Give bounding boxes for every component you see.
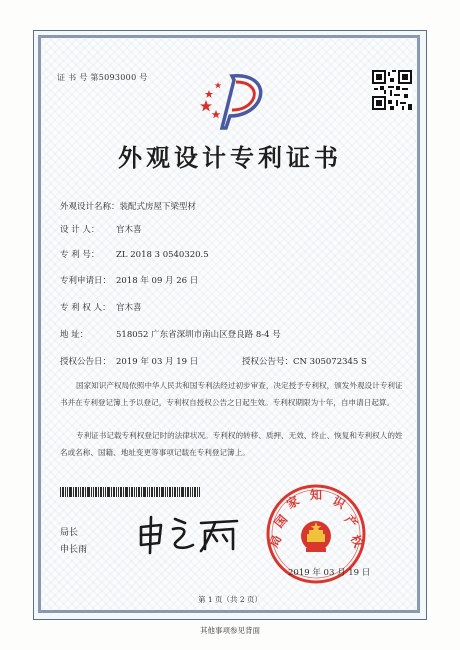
svg-text:国: 国 — [271, 512, 291, 531]
patent-office-logo-icon — [196, 70, 270, 132]
svg-text:产: 产 — [341, 512, 361, 531]
designer-row — [60, 223, 142, 235]
design-name-value: 装配式房屋下梁型材 — [119, 202, 197, 212]
grant-date-label: 授权公告日： — [60, 357, 112, 367]
page-indicator: 第 1 页（共 2 页） — [197, 595, 263, 604]
legal-status-paragraph: 专利证书记载专利权登记时的法律状况。专利权的转移、质押、无效、终止、恢复和专利权人的姓名或名称、国籍、地址变更等事项记载在专利登记簿上。 — [60, 431, 403, 457]
designer-label: 设 计 人： — [60, 225, 100, 235]
svg-text:权: 权 — [347, 532, 366, 550]
address-label: 地 址： — [60, 330, 89, 340]
signatory-name: 申长雨 — [60, 545, 88, 555]
grant-date-row — [60, 355, 198, 367]
filing-date-value: 2018 年 09 月 26 日 — [116, 276, 199, 286]
svg-text:识: 识 — [330, 493, 348, 512]
grant-statement-paragraph: 国家知识产权局依照中华人民共和国专利法经过初步审查，决定授予专利权，颁发外观设计专利证书并在专利登记簿上予以登记，专利权自授权公告之日起生效。专利权期限为十年，自申请日起算。 — [60, 381, 403, 407]
design-name-label: 外观设计名称： — [60, 202, 120, 212]
grant-number-row — [242, 355, 367, 367]
patent-number-label: 专 利 号： — [60, 250, 100, 260]
handwritten-signature — [135, 513, 245, 555]
certificate-title: 外观设计专利证书 — [118, 143, 342, 172]
patentee-label: 专 利 权 人： — [60, 303, 111, 313]
patentee-value: 官木喜 — [116, 303, 142, 313]
certificate-number: 证 书 号 第5093000 号 — [57, 73, 148, 82]
filing-date-row — [60, 274, 198, 286]
back-page-note: 其他事项参见背面 — [200, 626, 260, 635]
signatory-title: 局长 — [60, 528, 79, 538]
grant-number-label: 授权公告号： — [242, 357, 294, 367]
patent-number-value: ZL 2018 3 0540320.5 — [116, 250, 209, 260]
barcode-icon — [60, 487, 200, 497]
grant-date-value: 2019 年 03 月 19 日 — [116, 357, 199, 367]
svg-text:家: 家 — [284, 493, 302, 512]
svg-text:知: 知 — [309, 488, 323, 502]
grant-number-value: CN 305072345 S — [293, 357, 367, 367]
filing-date-label: 专利申请日： — [60, 276, 112, 286]
national-emblem-icon — [301, 521, 331, 552]
patent-number-row — [60, 248, 209, 260]
seal-date: 2019 年 03 月 19 日 — [288, 568, 371, 578]
address-row — [60, 328, 281, 340]
address-value: 518052 广东省深圳市南山区登良路 8-4 号 — [116, 330, 281, 340]
design-name-row — [60, 200, 196, 212]
designer-value: 官木喜 — [116, 225, 142, 235]
patentee-row — [60, 301, 142, 313]
qr-code-icon — [372, 70, 412, 110]
svg-text:局: 局 — [266, 532, 285, 550]
